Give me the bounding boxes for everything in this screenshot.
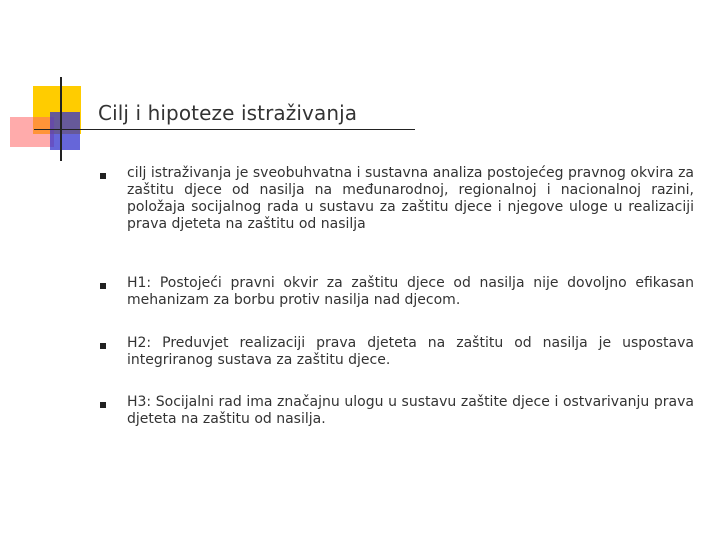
bullet-square-icon [100, 343, 106, 349]
logo-blue-square [50, 112, 80, 150]
bullet-text: H1: Postojeći pravni okvir za zaštitu djece od nasilja nije dovoljno efikasan mehanizam za borbu protiv nasilja nad djecom. [127, 275, 694, 308]
bullet-text: H2: Preduvjet realizaciji prava djeteta na zaštitu od nasilja je uspostava integriranog sustava za zaštitu djece. [127, 335, 694, 368]
title-underline [34, 129, 415, 130]
bullet-text: cilj istraživanja je sveobuhvatna i sustavna analiza postojećeg pravnog okvira za zaštitu djece od nasilja na međunarodnoj, regionalnoj i nacionalnoj razini, položaja socijalnog rada u sustavu za zaštitu djece i njegove uloge u realizaciji prava djeteta na zaštitu od nasilja [127, 165, 694, 232]
logo-red-square [10, 117, 54, 147]
bullet-text: H3: Socijalni rad ima značajnu ulogu u sustavu zaštite djece i ostvarivanju prava djeteta na zaštitu od nasilja. [127, 394, 694, 427]
logo-vertical-line [60, 77, 62, 161]
bullet-square-icon [100, 173, 106, 179]
bullet-square-icon [100, 283, 106, 289]
slide-title: Cilj i hipoteze istraživanja [98, 101, 358, 125]
bullet-square-icon [100, 402, 106, 408]
